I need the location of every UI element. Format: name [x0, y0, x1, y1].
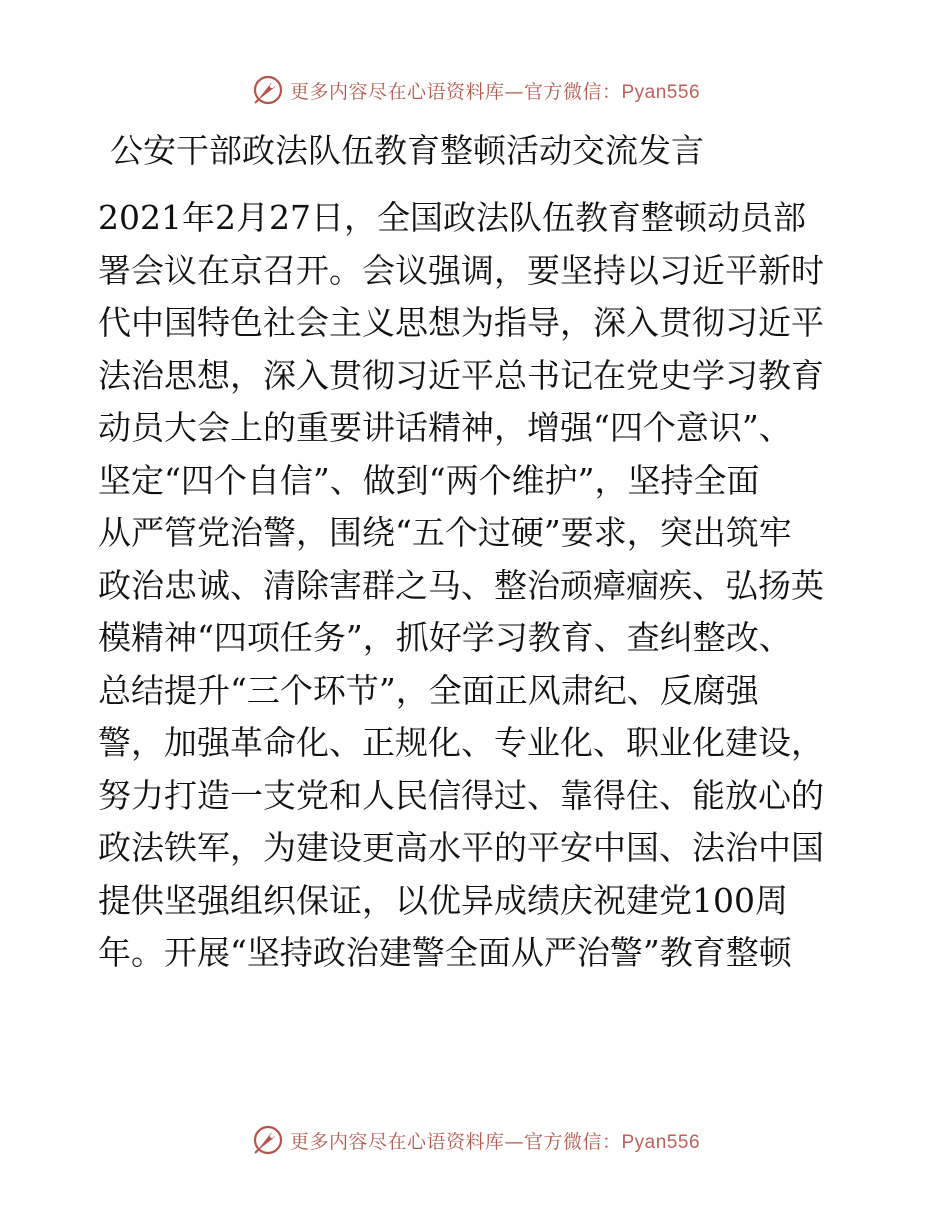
footer-watermark: [0, 1120, 950, 1160]
document-body: [98, 192, 858, 980]
paragraph-line: 动员大会上的重要讲话精神，增强“四个意识”、: [98, 408, 792, 447]
watermark-label: 更多内容尽在心语资料库—官方微信：: [289, 1130, 622, 1153]
paragraph-line: 署会议在京召开。会议强调，要坚持以习近平新时: [98, 250, 824, 290]
paragraph-line: 政治忠诚、清除害群之马、整治顽瘴痼疾、弘扬英: [98, 565, 824, 605]
paragraph-line: 警，加强革命化、正规化、专业化、职业化建设，: [98, 723, 824, 762]
paragraph-line: 提供坚强组织保证，以优异成绩庆祝建党100周: [98, 880, 788, 920]
paragraph-line: 年。开展“坚持政治建警全面从严治警”教育整顿: [98, 933, 792, 972]
watermark-wechat-id: Pyan556: [621, 81, 701, 103]
paragraph-line: 2021年2月27日，全国政法队伍教育整顿动员部: [98, 198, 806, 237]
paragraph-line: 坚定“四个自信”、做到“两个维护”，坚持全面: [98, 460, 760, 500]
pen-nib-circle-icon: [250, 72, 286, 108]
watermark-wechat-id: Pyan556: [621, 1131, 701, 1153]
watermark-label: 更多内容尽在心语资料库—官方微信：: [289, 80, 622, 103]
document-title: 公安干部政法队伍教育整顿活动交流发言: [110, 131, 704, 170]
paragraph-line: 法治思想，深入贯彻习近平总书记在党史学习教育: [98, 355, 824, 395]
watermark-text: [290, 1127, 700, 1154]
paragraph-line: 政法铁军，为建设更高水平的平安中国、法治中国: [98, 828, 824, 867]
pen-nib-circle-icon: [250, 1122, 286, 1158]
paragraph-line: 总结提升“三个环节”，全面正风肃纪、反腐强: [98, 670, 759, 710]
paragraph-line: 代中国特色社会主义思想为指导，深入贯彻习近平: [98, 303, 824, 342]
watermark-text: [290, 77, 700, 104]
header-watermark: [0, 70, 950, 110]
paragraph-line: 努力打造一支党和人民信得过、靠得住、能放心的: [98, 775, 824, 815]
paragraph-line: 模精神“四项任务”，抓好学习教育、查纠整改、: [98, 618, 792, 657]
paragraph-line: 从严管党治警，围绕“五个过硬”要求，突出筑牢: [98, 513, 792, 552]
